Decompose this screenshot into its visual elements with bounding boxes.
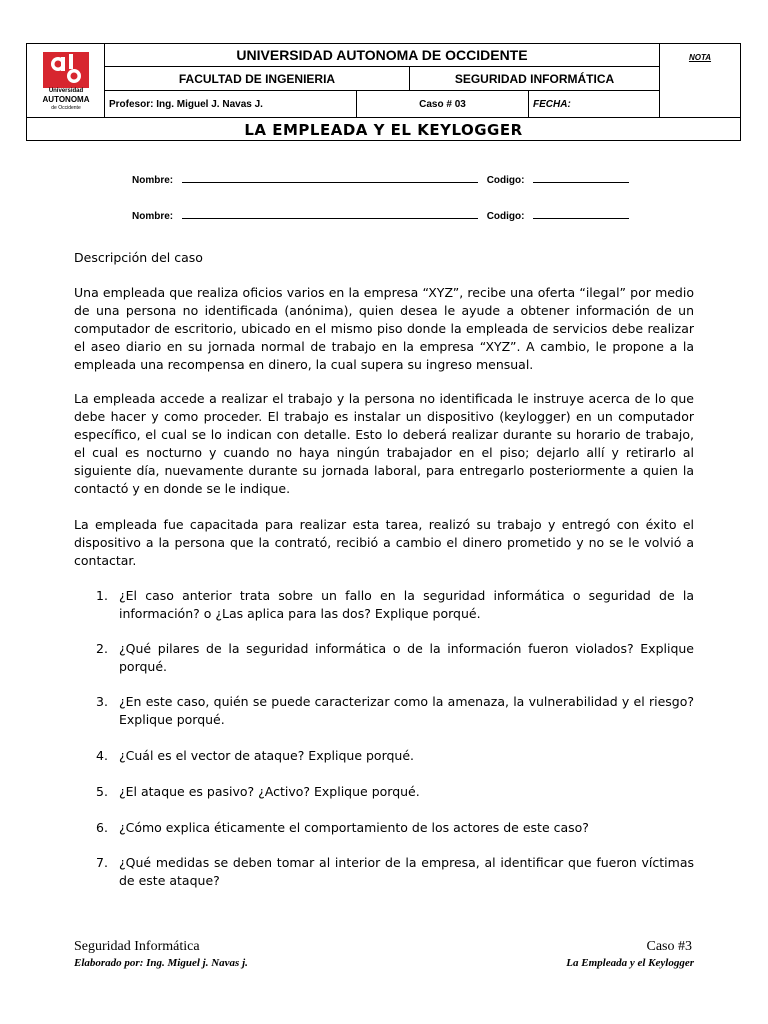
question-item	[74, 819, 694, 837]
student-row-1	[132, 173, 629, 186]
code-label: Codigo:	[486, 175, 525, 186]
question-text: ¿Cómo explica éticamente el comportamiento de los actores de este caso?	[119, 820, 589, 835]
question-number: 7.	[96, 855, 108, 870]
name-label: Nombre:	[132, 175, 174, 186]
footer-title: La Empleada y el Keylogger	[566, 957, 694, 969]
section-title: Descripción del caso	[74, 250, 203, 265]
document-title: LA EMPLEADA Y EL KEYLOGGER	[27, 117, 740, 141]
name-label: Nombre:	[132, 211, 174, 222]
question-text: ¿Cuál es el vector de ataque? Explique porqué.	[119, 748, 415, 763]
question-text: ¿El ataque es pasivo? ¿Activo? Explique porqué.	[119, 784, 420, 799]
question-text: ¿Qué pilares de la seguridad informática o de la información fueron violados? Explique porqué.	[119, 641, 694, 674]
question-number: 1.	[96, 588, 108, 603]
logo-text-line3: de Occidente	[51, 105, 81, 111]
name-field-2[interactable]	[182, 209, 478, 219]
question-item	[74, 747, 694, 765]
faculty-name: FACULTAD DE INGENIERIA	[105, 67, 410, 91]
question-text: ¿En este caso, quién se puede caracterizar como la amenaza, la vulnerabilidad y el riesgo? Explique porqué.	[119, 694, 694, 727]
code-label: Codigo:	[486, 211, 525, 222]
question-number: 4.	[96, 748, 108, 763]
logo-mark-icon	[43, 52, 89, 88]
question-number: 6.	[96, 820, 108, 835]
course-name: SEGURIDAD INFORMÁTICA	[410, 67, 660, 91]
logo-text-line2: AUTONOMA	[42, 95, 90, 104]
code-field-2[interactable]	[533, 209, 629, 219]
case-number: Caso # 03	[357, 91, 529, 117]
case-paragraph-1: Una empleada que realiza oficios varios en la empresa “XYZ”, recibe una oferta “ilegal” por medio de una persona no identificada (anónima), quien desea le ayude a obtener información de un computador de escritorio, ubicado en el mismo piso donde la empleada de servicios debe realizar el aseo diario en su jornada normal de trabajo en la empresa “XYZ”. A cambio, le propone a la empleada una recompensa en dinero, la cual supera su ingreso mensual.	[74, 285, 694, 372]
student-row-2	[132, 209, 629, 222]
case-paragraph-3: La empleada fue capacitada para realizar esta tarea, realizó su trabajo y entregó con éxito el dispositivo a la persona que la contrató, recibió a cambio el dinero prometido y no se le volvió a contactar.	[74, 517, 694, 568]
question-item	[74, 587, 694, 623]
footer-case: Caso #3	[646, 939, 692, 954]
code-field-1[interactable]	[533, 173, 629, 183]
question-number: 2.	[96, 641, 108, 656]
date-field[interactable]: FECHA:	[529, 91, 660, 117]
question-text: ¿El caso anterior trata sobre un fallo en la seguridad informática o seguridad de la información? o ¿Las aplica para las dos? Explique porqué.	[119, 588, 694, 621]
footer-author: Elaborado por: Ing. Miguel j. Navas j.	[74, 957, 248, 969]
footer-course: Seguridad Informática	[74, 939, 200, 954]
name-field-1[interactable]	[182, 173, 478, 183]
university-logo	[27, 44, 105, 117]
professor-name: Profesor: Ing. Miguel J. Navas J.	[105, 91, 357, 117]
question-text: ¿Qué medidas se deben tomar al interior de la empresa, al identificar que fueron víctimas de este ataque?	[119, 855, 694, 888]
question-item	[74, 783, 694, 801]
university-name: UNIVERSIDAD AUTONOMA DE OCCIDENTE	[105, 44, 660, 67]
header-table	[26, 43, 741, 141]
case-paragraph-2: La empleada accede a realizar el trabajo y la persona no identificada le instruye acerca de lo que debe hacer y como proceder. El trabajo es instalar un dispositivo (keylogger) en un computador específico, el cual se lo indican con detalle. Esto lo deberá realizar durante su horario de trabajo, el cual es nocturno y cuando no haya ningún trabajador en el piso; dejarlo allí y retirarlo al siguiente día, nuevamente durante su jornada laboral, para entregarlo posteriormente a quien la contactó y en donde se le indique.	[74, 391, 694, 496]
question-item	[74, 640, 694, 676]
question-item	[74, 854, 694, 890]
question-item	[74, 693, 694, 729]
logo-text-line1: Universidad	[48, 88, 84, 94]
question-number: 5.	[96, 784, 108, 799]
grade-field[interactable]: NOTA	[688, 53, 712, 62]
question-number: 3.	[96, 694, 108, 709]
